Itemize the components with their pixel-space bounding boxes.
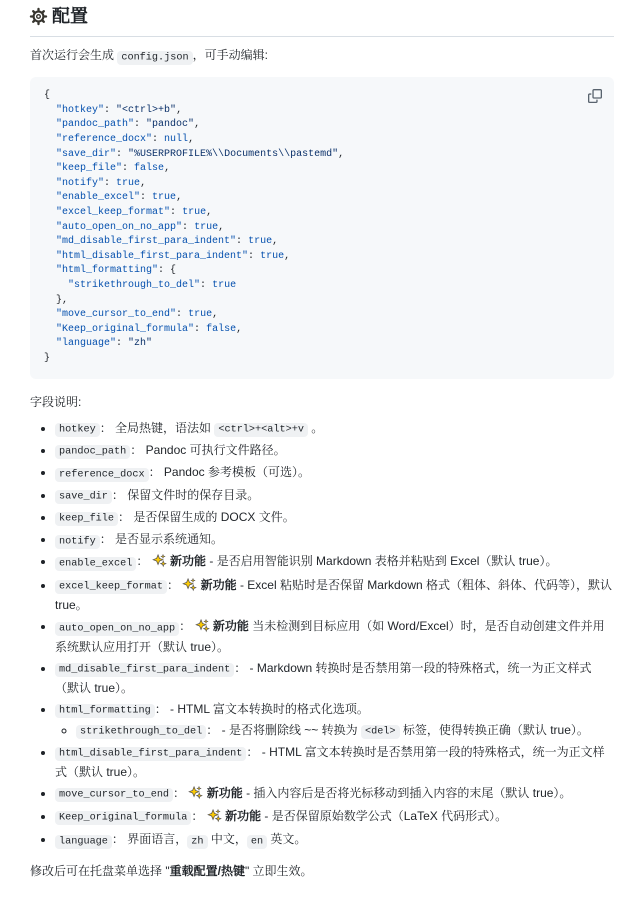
bold-text: 重载配置/热键 xyxy=(169,863,245,878)
code-line: "strikethrough_to_del": true xyxy=(68,280,237,292)
inline-code: language xyxy=(55,835,112,849)
text: ： Pandoc 可执行文件路径。 xyxy=(130,442,286,457)
text: - 是否保留原始数学公式（LaTeX 代码形式）。 xyxy=(261,808,508,823)
copy-button[interactable] xyxy=(583,84,607,108)
fields-list xyxy=(30,419,614,850)
inline-code: <del> xyxy=(361,725,400,739)
code-line: "save_dir": "%USERPROFILE%\\Documents\\pastemd", xyxy=(56,148,345,160)
text: ： - Markdown 转换时是否禁用第一段的特殊格式，统一为正文样式（默认 true）。 xyxy=(55,660,592,695)
sparkles-icon xyxy=(153,554,166,573)
inline-code: reference_docx xyxy=(55,468,149,482)
field-item xyxy=(55,743,614,781)
text: ： - HTML 富文本转换时是否禁用第一段的特殊格式，统一为正文样式（默认 true）。 xyxy=(55,744,605,779)
code-line: "Keep_original_formula": false, xyxy=(56,323,243,335)
intro-paragraph xyxy=(30,46,614,65)
code-line: { xyxy=(44,90,51,102)
code-line: "hotkey": "<ctrl>+b", xyxy=(56,104,183,116)
text: - Excel 粘贴时是否保留 Markdown 格式（粗体、斜体、代码等），默认 true。 xyxy=(55,577,612,613)
text: - 插入内容后是否将光标移动到插入内容的末尾（默认 true）。 xyxy=(242,785,572,800)
text: ： Pandoc 参考模板（可选）。 xyxy=(148,465,310,480)
field-item xyxy=(55,463,614,483)
text: 标签，使得转换正确（默认 true）。 xyxy=(399,722,589,737)
code-line: "keep_file": false, xyxy=(56,163,171,175)
text: 。 xyxy=(307,420,324,435)
section-title: 配置 xyxy=(52,6,88,26)
text: ： 界面语言， xyxy=(111,832,188,847)
subfield-item xyxy=(76,721,614,741)
field-item xyxy=(55,419,614,439)
inline-code: save_dir xyxy=(55,490,112,504)
text: ： xyxy=(179,619,195,634)
fields-heading: 字段说明: xyxy=(30,394,82,409)
text: ： xyxy=(191,808,207,823)
field-item xyxy=(55,508,614,528)
inline-code: hotkey xyxy=(55,423,100,437)
inline-code: en xyxy=(247,835,267,849)
text: ： xyxy=(173,785,189,800)
code-line: "pandoc_path": "pandoc", xyxy=(56,119,201,131)
text: ： xyxy=(136,554,152,569)
text: 英文。 xyxy=(267,832,307,847)
text: ： - HTML 富文本转换时的格式化选项。 xyxy=(154,701,369,716)
inline-code: move_cursor_to_end xyxy=(55,788,173,802)
code-line: "notify": true, xyxy=(56,177,147,189)
code-block xyxy=(30,77,614,378)
field-item xyxy=(55,576,614,615)
inline-code: md_disable_first_para_indent xyxy=(55,663,234,677)
code-line: "md_disable_first_para_indent": true, xyxy=(56,236,279,248)
inline-code: notify xyxy=(55,535,100,549)
sparkles-icon xyxy=(189,786,202,805)
json-config-code xyxy=(30,77,614,378)
text: " 立即生效。 xyxy=(244,863,313,878)
field-item xyxy=(55,784,614,805)
inline-code: html_formatting xyxy=(55,704,155,718)
text: ： 全局热键，语法如 xyxy=(99,420,215,435)
field-item xyxy=(55,659,614,697)
footer-paragraph xyxy=(30,862,614,880)
inline-code: excel_keep_format xyxy=(55,580,167,594)
field-item xyxy=(55,552,614,573)
text: ，可手动编辑: xyxy=(192,48,268,62)
code-line: "auto_open_on_no_app": true, xyxy=(56,221,225,233)
bold-text: 新功能 xyxy=(221,808,262,823)
inline-code: zh xyxy=(187,835,207,849)
code-line: "html_disable_first_para_indent": true, xyxy=(56,250,291,262)
inline-code: strikethrough_to_del xyxy=(76,725,206,739)
code-line: "language": "zh" xyxy=(56,338,153,350)
code-line: "reference_docx": null, xyxy=(56,134,195,146)
inline-code: auto_open_on_no_app xyxy=(55,622,179,636)
field-item xyxy=(55,441,614,461)
code-line: "move_cursor_to_end": true, xyxy=(56,309,219,321)
bold-text: 新功能 xyxy=(197,577,237,592)
text: ： 是否保留生成的 DOCX 文件。 xyxy=(118,509,295,524)
inline-code: enable_excel xyxy=(55,557,136,571)
field-item xyxy=(55,830,614,850)
sparkles-icon xyxy=(208,809,221,828)
text: 当未检测到目标应用（如 Word/Excel）时，是否自动创建文件并用系统默认应用打开（默认 true）。 xyxy=(55,619,605,654)
code-line: }, xyxy=(44,294,69,306)
text: 修改后可在托盘菜单选择 " xyxy=(30,863,170,878)
copy-icon xyxy=(588,89,602,103)
gear-icon xyxy=(30,8,47,25)
inline-code: Keep_original_formula xyxy=(55,811,191,825)
text: - 是否启用智能识别 Markdown 表格并粘贴到 Excel（默认 true）。 xyxy=(206,554,558,569)
text: 首次运行会生成 xyxy=(30,48,118,62)
code-line: "excel_keep_format": true, xyxy=(56,207,213,219)
sparkles-icon xyxy=(183,578,196,597)
inline-code: html_disable_first_para_indent xyxy=(55,747,246,761)
bold-text: 新功能 xyxy=(209,619,249,634)
field-item xyxy=(55,700,614,741)
text: 中文， xyxy=(207,832,247,847)
inline-code: keep_file xyxy=(55,512,118,526)
field-item xyxy=(55,617,614,656)
subfield-list xyxy=(55,721,614,741)
bold-text: 新功能 xyxy=(166,554,207,569)
text: ： 是否显示系统通知。 xyxy=(99,532,224,547)
inline-code: <ctrl>+<alt>+v xyxy=(214,423,308,437)
code-line: "enable_excel": true, xyxy=(56,192,183,204)
field-item xyxy=(55,807,614,828)
section-heading xyxy=(30,3,614,37)
text: ： - 是否将删除线 ~~ 转换为 xyxy=(206,722,361,737)
code-line: } xyxy=(44,352,51,364)
sparkles-icon xyxy=(196,619,209,638)
text: ： 保留文件时的保存目录。 xyxy=(111,487,260,502)
bold-text: 新功能 xyxy=(203,785,243,800)
inline-code: pandoc_path xyxy=(55,445,130,459)
field-item xyxy=(55,530,614,550)
field-item xyxy=(55,486,614,506)
inline-code: config.json xyxy=(117,51,192,65)
code-line: "html_formatting": { xyxy=(56,265,177,277)
text: ： xyxy=(166,577,183,592)
